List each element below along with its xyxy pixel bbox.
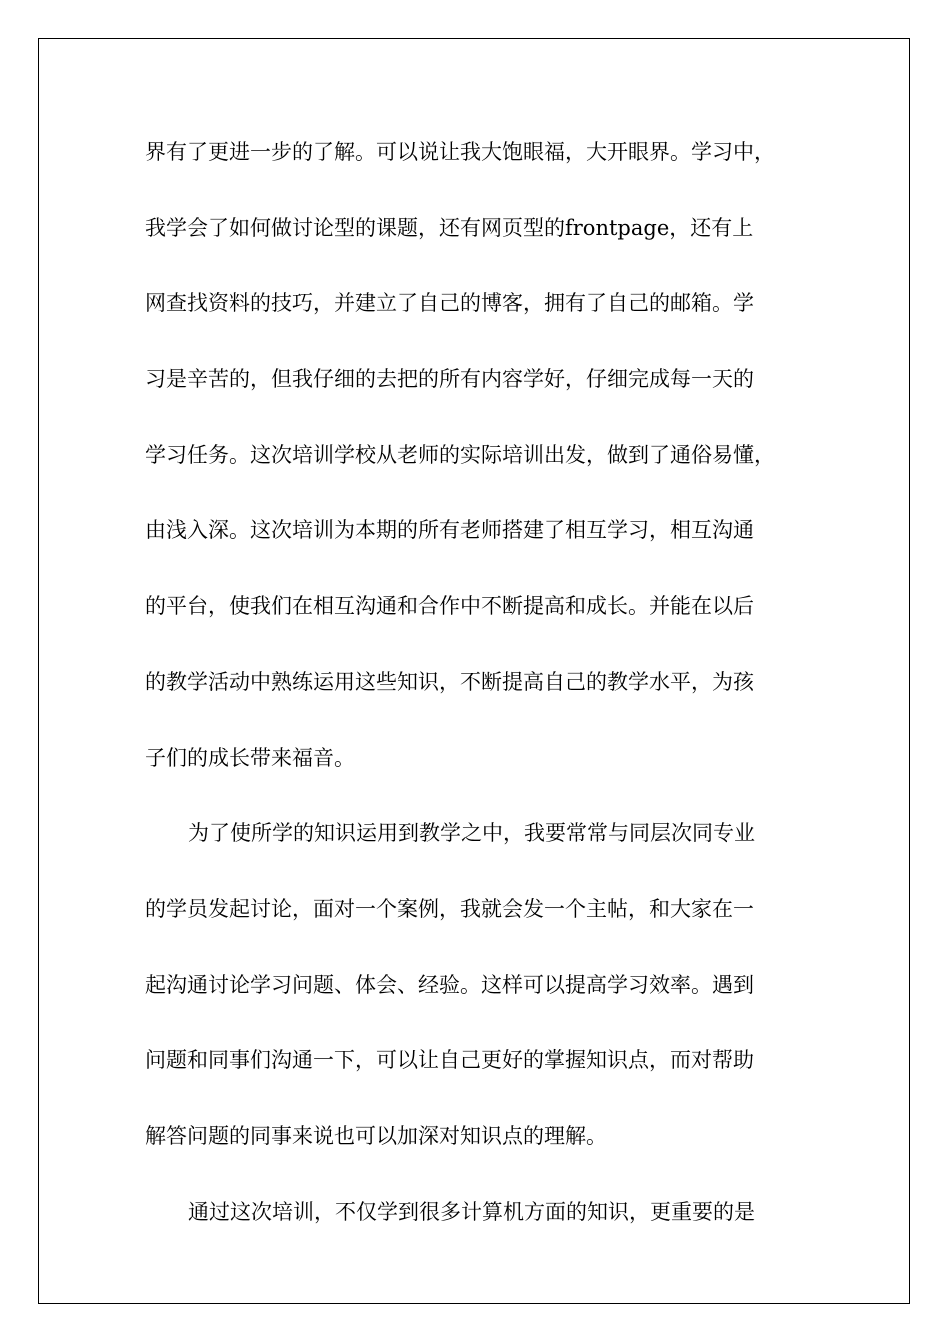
- text-line: 学习任务。这次培训学校从老师的实际培训出发，做到了通俗易懂，: [145, 442, 775, 467]
- text-line: 习是辛苦的，但我仔细的去把的所有内容学好，仔细完成每一天的: [145, 367, 754, 392]
- text-line: 网查找资料的技巧，并建立了自己的博客，拥有了自己的邮箱。学: [145, 291, 754, 316]
- text-line: 子们的成长带来福音。: [145, 745, 355, 770]
- text-line: 界有了更进一步的了解。可以说让我大饱眼福，大开眼界。学习中，: [145, 140, 775, 164]
- text-line: 解答问题的同事来说也可以加深对知识点的理解。: [145, 1123, 607, 1148]
- paragraph-start-line: 为了使所学的知识运用到教学之中，我要常常与同层次同专业: [188, 821, 755, 846]
- text-line: 的学员发起讨论，面对一个案例，我就会发一个主帖，和大家在一: [145, 896, 754, 921]
- document-body: [145, 129, 835, 1264]
- text-line: 的平台，使我们在相互沟通和合作中不断提高和成长。并能在以后: [145, 594, 754, 619]
- text-line: 起沟通讨论学习问题、体会、经验。这样可以提高学习效率。遇到: [145, 972, 754, 997]
- text-line: 的教学活动中熟练运用这些知识，不断提高自己的教学水平，为孩: [145, 669, 754, 694]
- text-line: 我学会了如何做讨论型的课题，还有网页型的frontpage，还有上: [145, 215, 754, 240]
- text-line: 问题和同事们沟通一下，可以让自己更好的掌握知识点，而对帮助: [145, 1048, 754, 1073]
- paragraph-start-line: 通过这次培训，不仅学到很多计算机方面的知识，更重要的是: [188, 1199, 755, 1224]
- text-line: 由浅入深。这次培训为本期的所有老师搭建了相互学习，相互沟通: [145, 518, 754, 543]
